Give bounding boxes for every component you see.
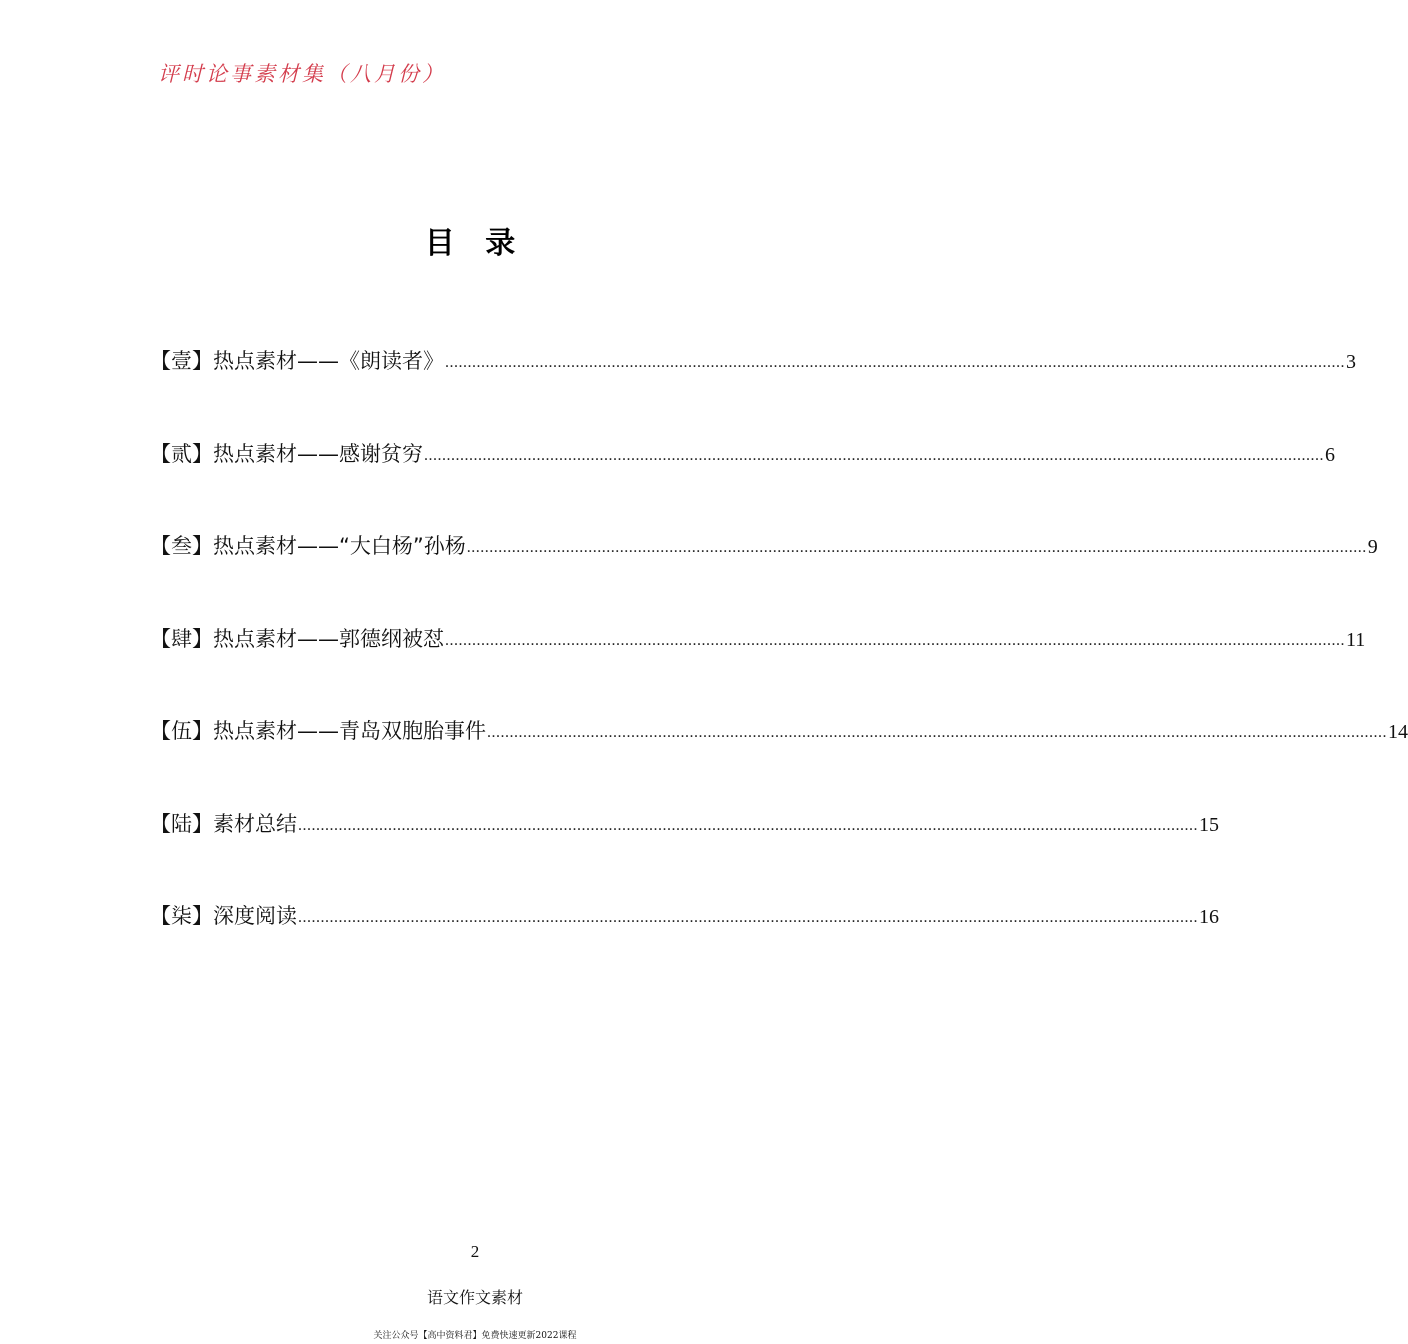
- toc-heading: 目 录: [424, 226, 526, 261]
- toc-leader-dots: ........................................................................................................................................................................................................: [466, 539, 1367, 556]
- toc-entry-page: 9: [1367, 536, 1378, 558]
- toc-entry[interactable]: [150, 344, 1356, 437]
- toc-entry-label: 【柒】深度阅读: [150, 904, 297, 928]
- footer-note: 关注公众号【高中资料君】免费快速更新2022课程: [373, 1331, 577, 1341]
- toc-entry-page: 15: [1199, 813, 1219, 836]
- toc-entry-label: 【肆】热点素材——郭德纲被怼: [150, 626, 444, 651]
- toc-leader-dots: ........................................................................................................................................................................................................: [445, 354, 1345, 371]
- toc-entry-label: 【陆】素材总结: [150, 811, 297, 836]
- toc-leader-dots: ........................................................................................................................................................................................................: [487, 724, 1387, 741]
- toc-entry-label: 【壹】热点素材——《朗读者》: [150, 349, 444, 373]
- toc-leader-dots: ........................................................................................................................................................................................................: [445, 631, 1345, 649]
- toc-entry-page: 6: [1325, 443, 1335, 466]
- toc-entry-page: 14: [1388, 721, 1408, 743]
- toc-leader-dots: ........................................................................................................................................................................................................: [298, 816, 1198, 834]
- toc-entry[interactable]: [150, 807, 1219, 900]
- toc-entry-page: 11: [1346, 628, 1366, 651]
- toc-entry[interactable]: [150, 714, 1408, 807]
- footer-label: 语文作文素材: [426, 1288, 523, 1307]
- toc-entry-page: 3: [1346, 351, 1356, 373]
- page-number: 2: [470, 1242, 480, 1261]
- document-header-title: 评时论事素材集（八月份）: [158, 62, 446, 86]
- table-of-contents: [150, 344, 1408, 992]
- toc-entry[interactable]: [150, 529, 1378, 622]
- toc-entry[interactable]: [150, 437, 1335, 530]
- toc-entry-page: 16: [1199, 906, 1219, 928]
- toc-entry-label: 【伍】热点素材——青岛双胞胎事件: [150, 719, 486, 743]
- toc-entry-label: 【叁】热点素材——“大白杨”孙杨: [150, 534, 466, 558]
- toc-entry-label: 【贰】热点素材——感谢贫穷: [150, 441, 423, 466]
- toc-leader-dots: ........................................................................................................................................................................................................: [424, 446, 1324, 464]
- toc-leader-dots: ........................................................................................................................................................................................................: [298, 909, 1198, 926]
- toc-entry[interactable]: [150, 622, 1366, 715]
- toc-entry[interactable]: [150, 899, 1219, 992]
